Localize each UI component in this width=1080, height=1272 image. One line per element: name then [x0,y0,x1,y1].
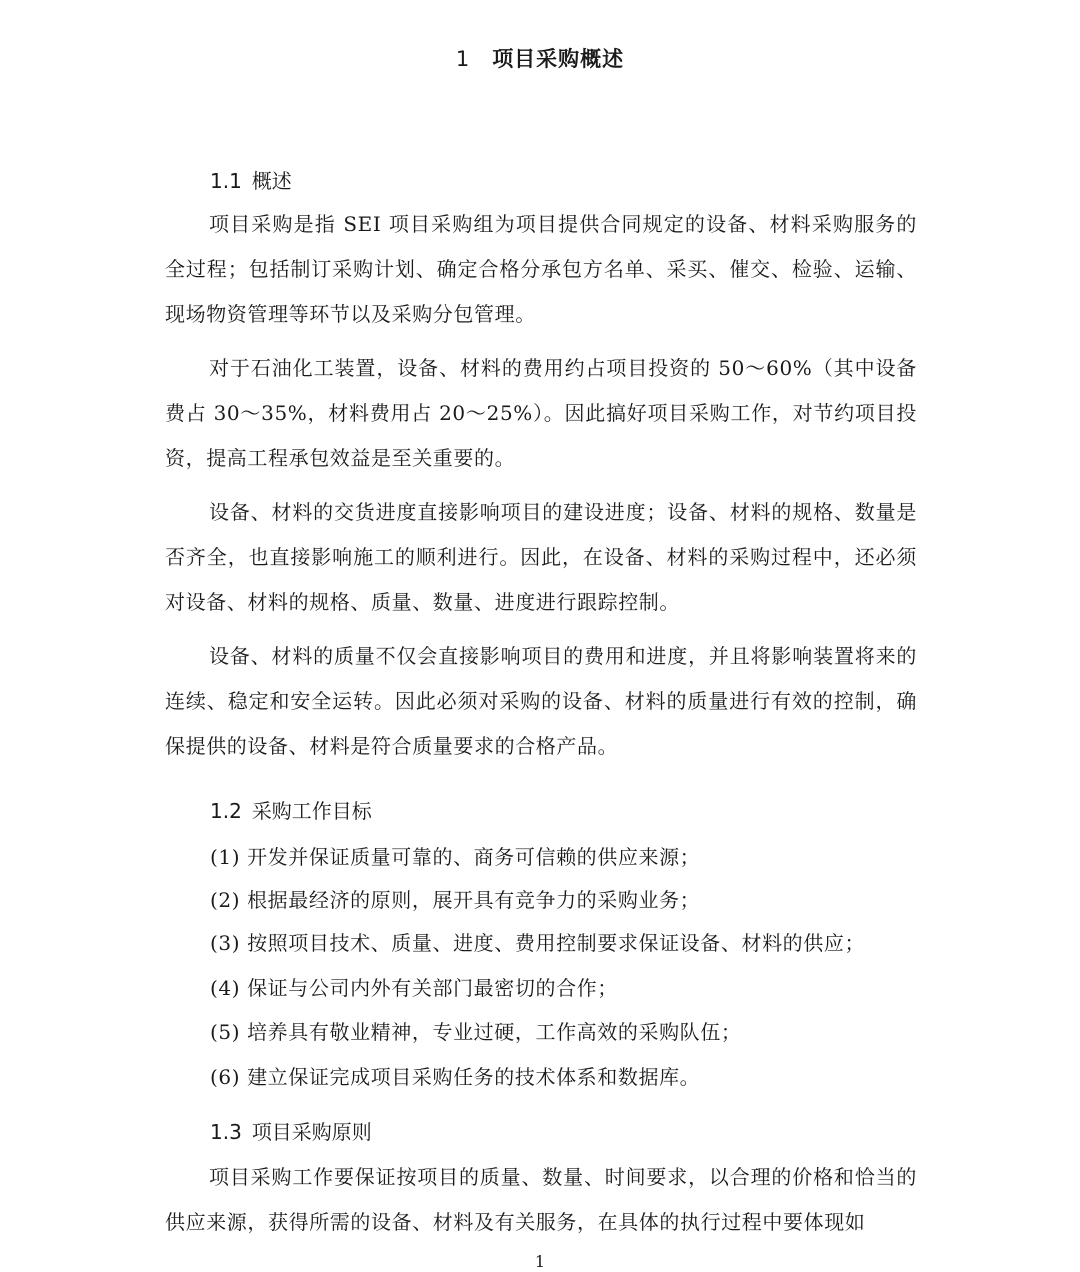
section-number: 1.1 [210,169,242,193]
paragraph: 设备、材料的交货进度直接影响项目的建设进度；设备、材料的规格、数量是否齐全，也直接影响施工的顺利进行。因此，在设备、材料的采购过程中，还必须对设备、材料的规格、质量、数量、进度进行跟踪控制。 [165,500,917,614]
section-title: 采购工作目标 [251,799,372,823]
paragraph: 对于石油化工装置，设备、材料的费用约占项目投资的 50～60%（其中设备费占 30～35%，材料费用占 20～25%）。因此搞好项目采购工作，对节约项目投资，提高工程承包效益是至关重要的。 [165,356,917,470]
section-heading-1-3 [210,1117,372,1147]
section-heading-1-2 [210,796,372,826]
list-item: (6) 建立保证完成项目采购任务的技术体系和数据库。 [210,1065,701,1089]
paragraph: 项目采购是指 SEI 项目采购组为项目提供合同规定的设备、材料采购服务的全过程；包括制订采购计划、确定合格分承包方名单、采买、催交、检验、运输、现场物资管理等环节以及采购分包管理。 [165,212,917,326]
section-title: 概述 [251,169,292,193]
chapter-title-text: 项目采购概述 [492,47,625,71]
list-item: (4) 保证与公司内外有关部门最密切的合作； [210,976,618,1000]
paragraph: 设备、材料的质量不仅会直接影响项目的费用和进度，并且将影响装置将来的连续、稳定和安全运转。因此必须对采购的设备、材料的质量进行有效的控制，确保提供的设备、材料是符合质量要求的合格产品。 [165,644,917,758]
list-item: (1) 开发并保证质量可靠的、商务可信赖的供应来源； [210,845,701,869]
section-heading-1-1 [210,166,292,196]
chapter-number: 1 [455,47,471,71]
list-item: (5) 培养具有敬业精神，专业过硬，工作高效的采购队伍； [210,1020,742,1044]
chapter-title [0,44,1080,74]
section-title: 项目采购原则 [251,1120,372,1144]
list-item: (3) 按照项目技术、质量、进度、费用控制要求保证设备、材料的供应； [210,931,866,955]
list-item: (2) 根据最经济的原则，展开具有竞争力的采购业务； [210,888,701,912]
paragraph: 项目采购工作要保证按项目的质量、数量、时间要求，以合理的价格和恰当的供应来源，获得所需的设备、材料及有关服务，在具体的执行过程中要体现如 [165,1165,917,1234]
section-number: 1.3 [210,1120,242,1144]
section-number: 1.2 [210,799,242,823]
page-number: 1 [534,1252,546,1271]
